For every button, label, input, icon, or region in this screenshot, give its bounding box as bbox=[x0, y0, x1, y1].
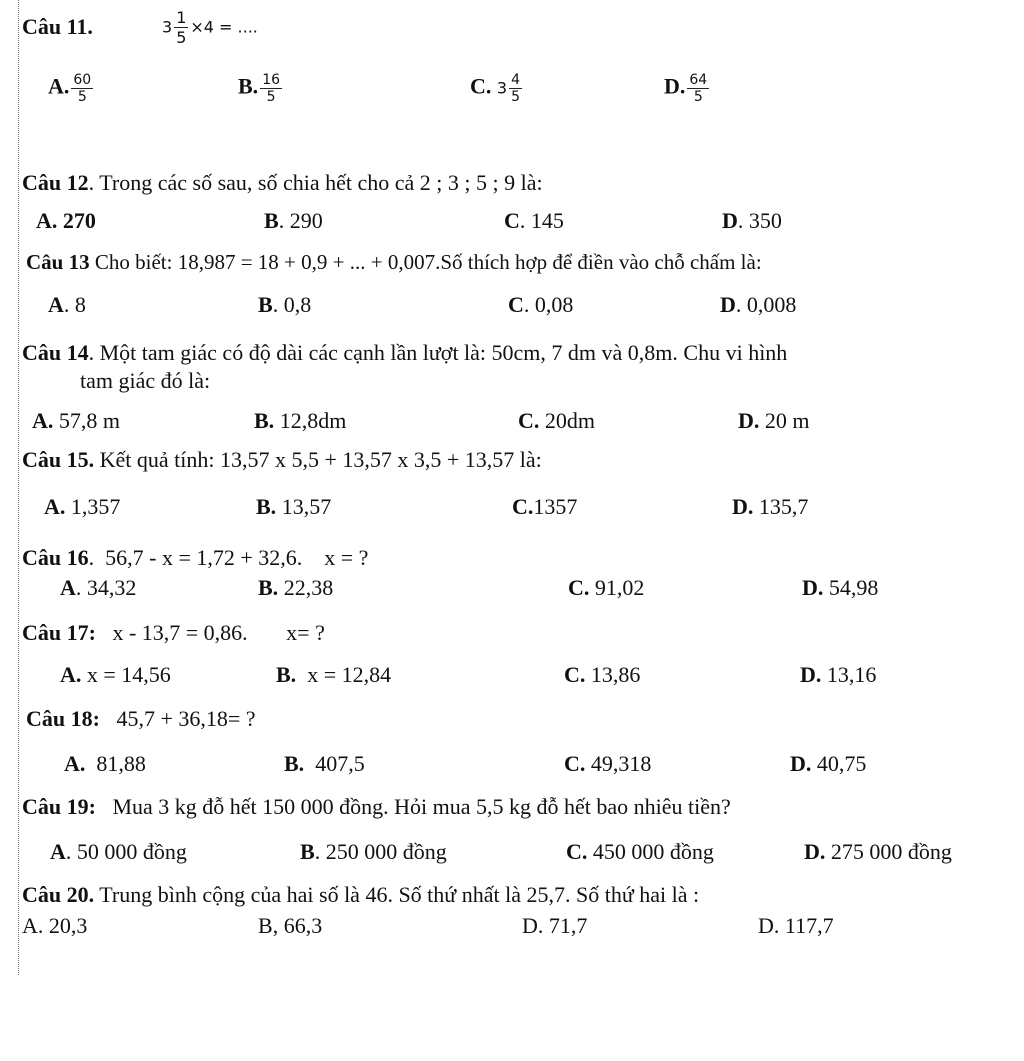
q13-option-b[interactable]: B. 0,8 bbox=[258, 292, 312, 317]
q16-option-a[interactable]: A. 34,32 bbox=[60, 575, 137, 600]
q12-option-a[interactable]: A. 270 bbox=[36, 208, 96, 233]
q12-option-b[interactable]: B. 290 bbox=[264, 208, 323, 233]
q18-option-b[interactable]: B. 407,5 bbox=[284, 751, 365, 776]
q11-option-d[interactable]: D. $\frac{64}{5}$ bbox=[664, 72, 708, 105]
q20-option-d[interactable]: D. 117,7 bbox=[758, 913, 834, 938]
q11-option-a[interactable]: A. $\frac{60}{5}$ bbox=[48, 72, 92, 105]
expr-fraction: $\frac{1}{5}$ bbox=[176, 8, 187, 47]
question-15-text: Kết quả tính: 13,57 x 5,5 + 13,57 x 3,5 + 13,57 là: bbox=[94, 447, 542, 472]
expr-whole: 3 bbox=[162, 17, 173, 37]
q16-option-d[interactable]: D. 54,98 bbox=[802, 575, 879, 600]
question-14 bbox=[22, 340, 787, 366]
q11-option-a-fraction: $\frac{60}{5}$ bbox=[73, 72, 92, 105]
question-18-text: 45,7 + 36,18= ? bbox=[99, 706, 256, 731]
q13-option-c[interactable]: C. 0,08 bbox=[508, 292, 574, 317]
q11-option-c-fraction: $\frac{4}{5}$ bbox=[511, 72, 520, 105]
question-13 bbox=[26, 249, 762, 275]
q11-option-d-fraction: $\frac{64}{5}$ bbox=[689, 72, 708, 105]
question-13-text: Cho biết: 18,987 = 18 + 0,9 + ... + 0,007.Số thích hợp để điền vào chỗ chấm là: bbox=[89, 250, 762, 274]
q20-option-b[interactable]: B, 66,3 bbox=[258, 913, 323, 938]
question-11-expression bbox=[162, 8, 258, 47]
q11-option-c[interactable]: C. 3 $\frac{4}{5}$ bbox=[470, 72, 520, 105]
question-20-label: Câu 20. bbox=[22, 882, 95, 907]
question-17-label: Câu 17: bbox=[22, 620, 96, 645]
q19-option-c[interactable]: C. 450 000 đồng bbox=[566, 839, 714, 864]
q14-option-a[interactable]: A. 57,8 m bbox=[32, 408, 121, 433]
q14-option-c[interactable]: C. 20dm bbox=[518, 408, 596, 433]
q17-option-d[interactable]: D. 13,16 bbox=[800, 662, 877, 687]
q17-option-b[interactable]: B. x = 12,84 bbox=[276, 662, 392, 687]
question-13-label: Câu 13 bbox=[26, 250, 90, 274]
expr-tail: ×4 = .... bbox=[190, 17, 258, 37]
q14-option-d[interactable]: D. 20 m bbox=[738, 408, 810, 433]
question-12-label: Câu 12 bbox=[22, 170, 89, 195]
question-14-line-2: tam giác đó là: bbox=[80, 368, 211, 393]
q19-option-d[interactable]: D. 275 000 đồng bbox=[804, 839, 952, 864]
question-17-text: x - 13,7 = 0,86. x= ? bbox=[95, 620, 325, 645]
question-12-text: . Trong các số sau, số chia hết cho cả 2 ; 3 ; 5 ; 9 là: bbox=[88, 170, 543, 195]
question-16-text: . 56,7 - x = 1,72 + 32,6. x = ? bbox=[88, 545, 369, 570]
question-19-label: Câu 19: bbox=[22, 794, 96, 819]
q17-option-a[interactable]: A. x = 14,56 bbox=[60, 662, 171, 687]
q18-option-a[interactable]: A. 81,88 bbox=[64, 751, 146, 776]
question-11-label: Câu 11. bbox=[22, 14, 93, 39]
q20-option-a[interactable]: A. 20,3 bbox=[22, 913, 88, 938]
question-18 bbox=[26, 706, 256, 732]
question-19-text: Mua 3 kg đỗ hết 150 000 đồng. Hỏi mua 5,5 kg đỗ hết bao nhiêu tiền? bbox=[95, 794, 731, 819]
q19-option-a[interactable]: A. 50 000 đồng bbox=[50, 839, 187, 864]
q17-option-c[interactable]: C. 13,86 bbox=[564, 662, 641, 687]
q12-option-c[interactable]: C. 145 bbox=[504, 208, 564, 233]
question-14-label: Câu 14 bbox=[22, 340, 89, 365]
q16-option-c[interactable]: C. 91,02 bbox=[568, 575, 645, 600]
question-14-text: . Một tam giác có độ dài các cạnh lần lượt là: 50cm, 7 dm và 0,8m. Chu vi hình bbox=[88, 340, 788, 365]
question-20 bbox=[22, 882, 699, 908]
question-19 bbox=[22, 794, 731, 820]
question-15-label: Câu 15. bbox=[22, 447, 95, 472]
q19-option-b[interactable]: B. 250 000 đồng bbox=[300, 839, 447, 864]
q20-option-c[interactable]: D. 71,7 bbox=[522, 913, 588, 938]
q11-option-b[interactable]: B. $\frac{16}{5}$ bbox=[238, 72, 281, 105]
q16-option-b[interactable]: B. 22,38 bbox=[258, 575, 334, 600]
q11-option-b-fraction: $\frac{16}{5}$ bbox=[262, 72, 281, 105]
question-12 bbox=[22, 170, 543, 196]
q15-option-b[interactable]: B. 13,57 bbox=[256, 494, 332, 519]
q13-option-d[interactable]: D. 0,008 bbox=[720, 292, 797, 317]
question-16 bbox=[22, 545, 368, 571]
q15-option-a[interactable]: A. 1,357 bbox=[44, 494, 121, 519]
q14-option-b[interactable]: B. 12,8dm bbox=[254, 408, 347, 433]
question-18-label: Câu 18: bbox=[26, 706, 100, 731]
q12-option-d[interactable]: D. 350 bbox=[722, 208, 782, 233]
q15-option-c[interactable]: C.1357 bbox=[512, 494, 578, 519]
q18-option-d[interactable]: D. 40,75 bbox=[790, 751, 867, 776]
question-20-text: Trung bình cộng của hai số là 46. Số thứ nhất là 25,7. Số thứ hai là : bbox=[94, 882, 700, 907]
question-11 bbox=[22, 14, 93, 40]
question-17 bbox=[22, 620, 325, 646]
question-16-label: Câu 16 bbox=[22, 545, 89, 570]
q13-option-a[interactable]: A. 8 bbox=[48, 292, 86, 317]
page-margin-line bbox=[18, 0, 19, 975]
question-15 bbox=[22, 447, 542, 473]
q15-option-d[interactable]: D. 135,7 bbox=[732, 494, 809, 519]
q18-option-c[interactable]: C. 49,318 bbox=[564, 751, 652, 776]
